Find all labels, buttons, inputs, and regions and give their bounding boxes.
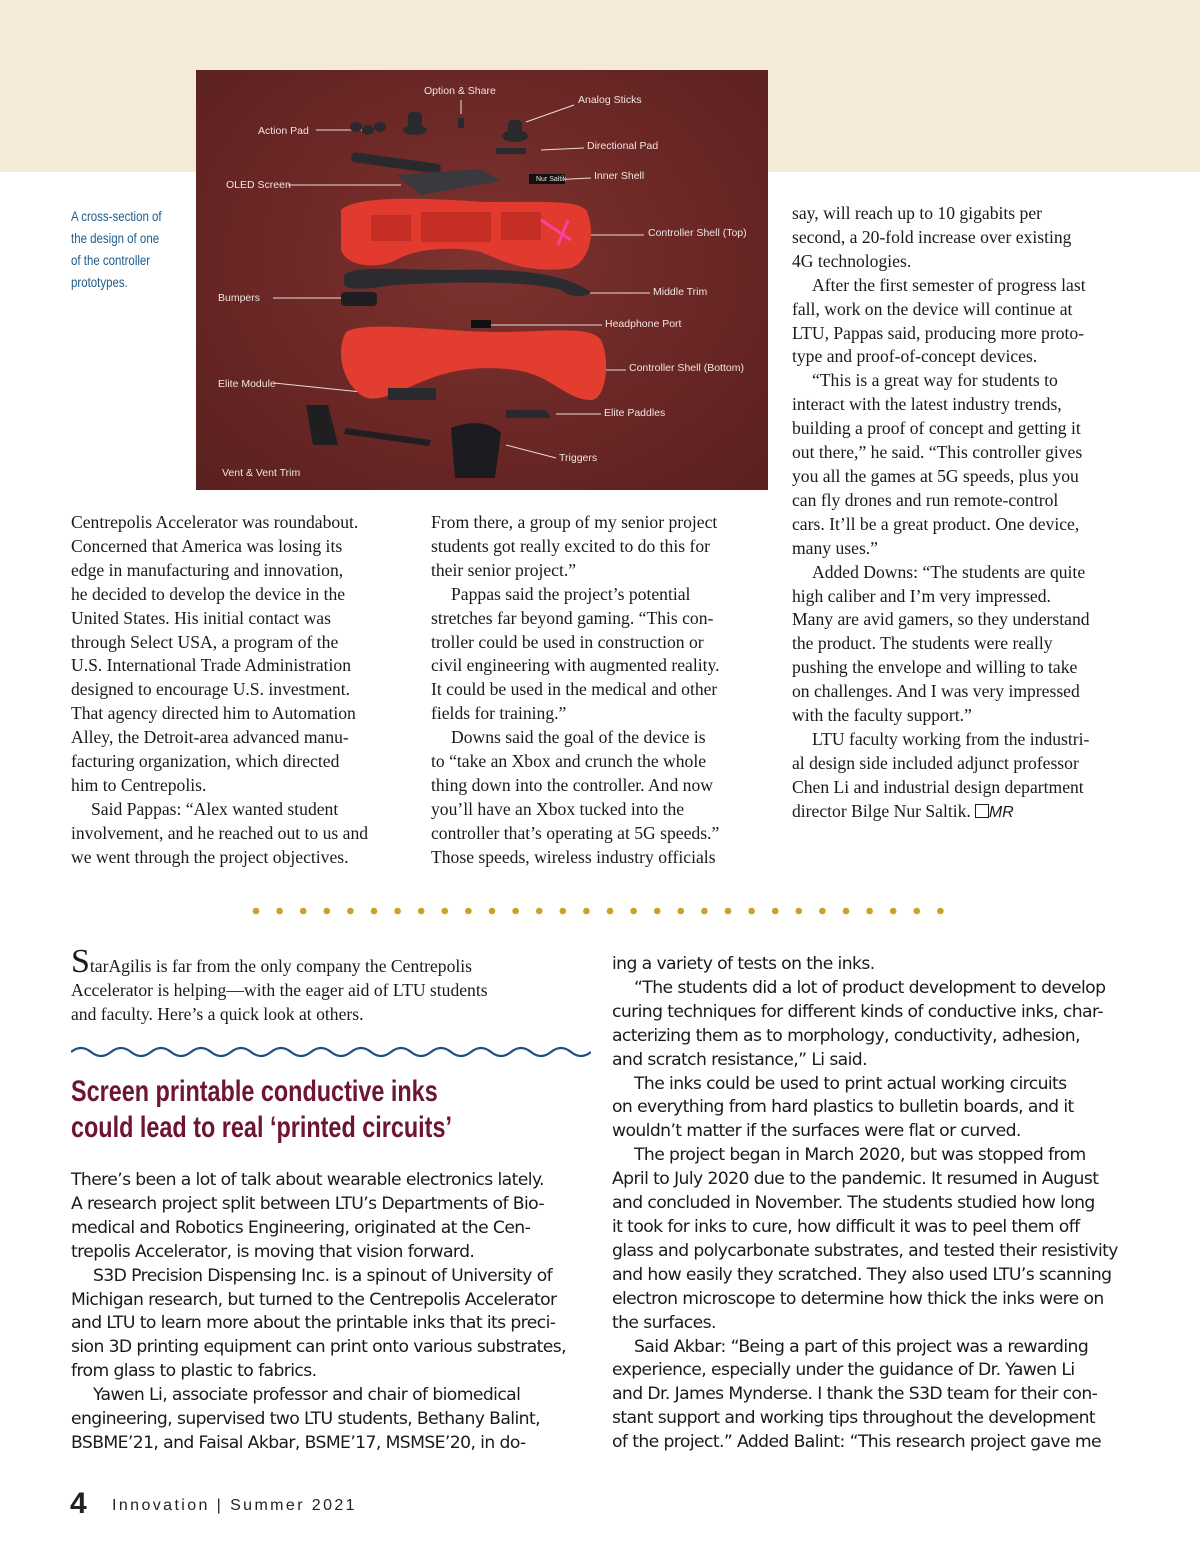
text-line: U.S. International Trade Administration [71,655,352,676]
text-line: designed to encourage U.S. investment. [71,679,350,700]
label-option-share: Option & Share [424,85,496,97]
text-line: glass and polycarbonate substrates, and tested their resistivity [612,1240,1118,1261]
text-line: troller could be used in construction or [431,631,704,652]
author-initials: MR [988,803,1014,821]
text-line: pushing the envelope and willing to take [792,657,1078,678]
text-line: thing down into the controller. And now [431,774,713,795]
text-line: and how easily they scratched. They also used LTU’s scanning [612,1264,1112,1285]
text-line: on challenges. And I was very impressed [792,681,1080,702]
text-line: April to July 2020 due to the pandemic. It resumed in August [612,1169,1099,1190]
text-line: you’ll have an Xbox tucked into the [431,798,685,819]
text-line: sion 3D printing equipment can print onto various substrates, [71,1337,567,1358]
label-triggers: Triggers [559,452,598,464]
text-line: the product. The students were really [792,633,1053,654]
text-line: he decided to develop the device in the [71,583,346,604]
text-line: cars. It’ll be a great product. One device, [792,513,1080,534]
text-line: Pappas said the project’s potential [451,583,691,604]
text-line: That agency directed him to Automation [71,703,356,724]
figure-caption [71,205,183,293]
label-bumpers: Bumpers [218,292,261,304]
text-line: BSBME’21, and Faisal Akbar, BSME’17, MSMSE’20, in do- [71,1432,526,1453]
text-line: Michigan research, but turned to the Centrepolis Accelerator [71,1289,557,1310]
headline-line: could lead to real ‘printed circuits’ [71,1111,452,1144]
text-line: and LTU to learn more about the printable inks that its preci- [71,1313,556,1334]
label-directional-pad: Directional Pad [587,140,659,152]
text-line: their senior project.” [431,559,577,580]
text-line: on everything from hard plastics to bulletin boards, and it [612,1097,1074,1118]
dotted-separator [250,903,950,919]
text-line: and Dr. James Mynderse. I thank the S3D team for their con- [612,1384,1098,1405]
article-column-2 [431,511,776,870]
text-line: electron microscope to determine how thick the inks were on [612,1288,1104,1309]
text-line: acterizing them as to morphology, conductivity, adhesion, [612,1025,1080,1046]
text-line: edge in manufacturing and innovation, [71,559,344,580]
text-line: facturing organization, which directed [71,751,340,772]
text-line: United States. His initial contact was [71,607,331,628]
text-line: 4G technologies. [792,250,912,271]
text-line: of the project.” Added Balint: “This research project gave me [612,1432,1101,1453]
text-line: LTU faculty working from the industri- [812,728,1090,749]
text-line: Downs said the goal of the device is [451,727,706,748]
text-line: type and proof-of-concept devices. [792,346,1038,367]
text-line: from glass to plastic to fabrics. [71,1361,317,1382]
lower-column-right [612,953,1132,1455]
publication-name: Innovation | Summer 2021 [112,1497,357,1514]
text-line: It could be used in the medical and other [431,679,718,700]
label-elite-paddles: Elite Paddles [604,407,666,419]
text-line: Centrepolis Accelerator was roundabout. [71,512,359,532]
label-controller-shell-top: Controller Shell (Top) [648,227,747,239]
text-line: There’s been a lot of talk about wearable electronics lately. [71,1170,544,1190]
caption-line: prototypes. [71,274,128,290]
caption-line: the design of one [71,230,160,246]
page-number: 4 [70,1487,87,1520]
caption-line: A cross-section of [71,208,162,224]
text-line: engineering, supervised two LTU students, Bethany Balint, [71,1409,540,1430]
label-action-pad: Action Pad [258,125,309,137]
text-line: interact with the latest industry trends, [792,394,1062,415]
text-line: students got really excited to do this for [431,535,711,556]
text-line: involvement, and he reached out to us and [71,822,369,843]
text-line: tarAgilis is far from the only company the Centrepolis [89,956,473,976]
drop-cap: S [71,943,90,980]
text-line: you all the games at 5G speeds, plus you [792,465,1079,486]
headline-line: Screen printable conductive inks [71,1075,438,1108]
text-line: wouldn’t matter if the surfaces were flat or curved. [612,1121,1021,1142]
label-headphone-port: Headphone Port [605,318,682,330]
text-line: director Bilge Nur Saltik. [792,800,971,821]
text-line: to “take an Xbox and crunch the whole [431,751,707,772]
text-line: Concerned that America was losing its [71,535,343,556]
text-line: high caliber and I’m very impressed. [792,585,1051,606]
text-line: civil engineering with augmented reality. [431,655,720,676]
text-line: him to Centrepolis. [71,774,207,795]
text-line: trepolis Accelerator, is moving that vision forward. [71,1241,475,1262]
text-line: curing techniques for different kinds of conductive inks, char- [612,1001,1103,1022]
text-line: Those speeds, wireless industry officials [431,846,716,867]
text-line: with the faculty support.” [792,705,972,726]
text-line: The inks could be used to print actual working circuits [634,1073,1067,1094]
text-line: and faculty. Here’s a quick look at others. [71,1003,364,1024]
text-line: Said Akbar: “Being a part of this project was a rewarding [634,1336,1089,1357]
text-line: second, a 20-fold increase over existing [792,226,1072,247]
text-line: the surfaces. [612,1312,716,1333]
text-line: and scratch resistance,” Li said. [612,1049,867,1070]
text-line: medical and Robotics Engineering, originated at the Cen- [71,1217,531,1238]
text-line: stretches far beyond gaming. “This con- [431,607,714,628]
text-line: controller that’s operating at 5G speeds.” [431,822,720,843]
lower-column-left [71,1169,591,1456]
text-line: Added Downs: “The students are quite [812,561,1086,582]
text-line: A research project split between LTU’s Departments of Bio- [71,1193,544,1214]
text-line: Chen Li and industrial design department [792,776,1084,797]
text-line: fields for training.” [431,703,567,724]
wave-line [71,1048,591,1056]
label-nur-saltik: Nur Saltik [536,176,567,183]
article-headline [71,1074,508,1146]
text-line: it took for inks to cure, how difficult it was to peel them off [612,1216,1080,1237]
text-line: say, will reach up to 10 gigabits per [792,203,1042,223]
text-line: Alley, the Detroit-area advanced manu- [71,727,349,748]
label-middle-trim: Middle Trim [653,286,708,298]
text-line: fall, work on the device will continue at [792,298,1073,319]
text-line: ing a variety of tests on the inks. [612,954,875,974]
text-line: Many are avid gamers, so they understand [792,609,1090,630]
text-line-last [792,800,1137,825]
text-line: “The students did a lot of product development to develop [634,977,1106,998]
text-line: out there,” he said. “This controller gives [792,442,1083,463]
separator-dots [253,908,944,915]
text-line: building a proof of concept and getting it [792,418,1081,439]
text-line: can fly drones and run remote-control [792,489,1059,510]
text-line: “This is a great way for students to [812,370,1058,391]
label-elite-module: Elite Module [218,378,276,390]
section-intro [71,943,551,1027]
end-mark-icon [975,804,989,818]
controller-exploded-figure [196,70,768,490]
article-column-1 [71,511,416,870]
label-vent-trim: Vent & Vent Trim [222,467,301,479]
text-line: Accelerator is helping—with the eager aid of LTU students [71,979,488,1000]
text-line: many uses.” [792,537,878,558]
text-line: Yawen Li, associate professor and chair of biomedical [93,1385,521,1406]
text-line: we went through the project objectives. [71,846,349,867]
label-oled-screen: OLED Screen [226,179,291,191]
label-controller-shell-bottom: Controller Shell (Bottom) [629,362,744,374]
text-line: After the first semester of progress last [812,274,1086,295]
text-line: From there, a group of my senior project [431,512,718,532]
text-line: Said Pappas: “Alex wanted student [91,798,339,819]
intro-first-line [71,943,551,980]
text-line: through Select USA, a program of the [71,631,339,652]
caption-line: of the controller [71,252,151,268]
text-line: and concluded in November. The students studied how long [612,1193,1095,1214]
text-line: LTU, Pappas said, producing more proto- [792,322,1085,343]
text-line: al design side included adjunct professor [792,752,1079,773]
article-column-3 [792,202,1137,825]
label-inner-shell: Inner Shell [594,170,645,182]
wave-divider [71,1044,591,1060]
text-line: The project began in March 2020, but was stopped from [634,1145,1086,1166]
text-line: stant support and working tips throughout the development [612,1408,1096,1429]
text-line: experience, especially under the guidance of Dr. Yawen Li [612,1360,1075,1381]
text-line: S3D Precision Dispensing Inc. is a spinout of University of [93,1265,553,1286]
label-analog-sticks: Analog Sticks [578,94,642,106]
